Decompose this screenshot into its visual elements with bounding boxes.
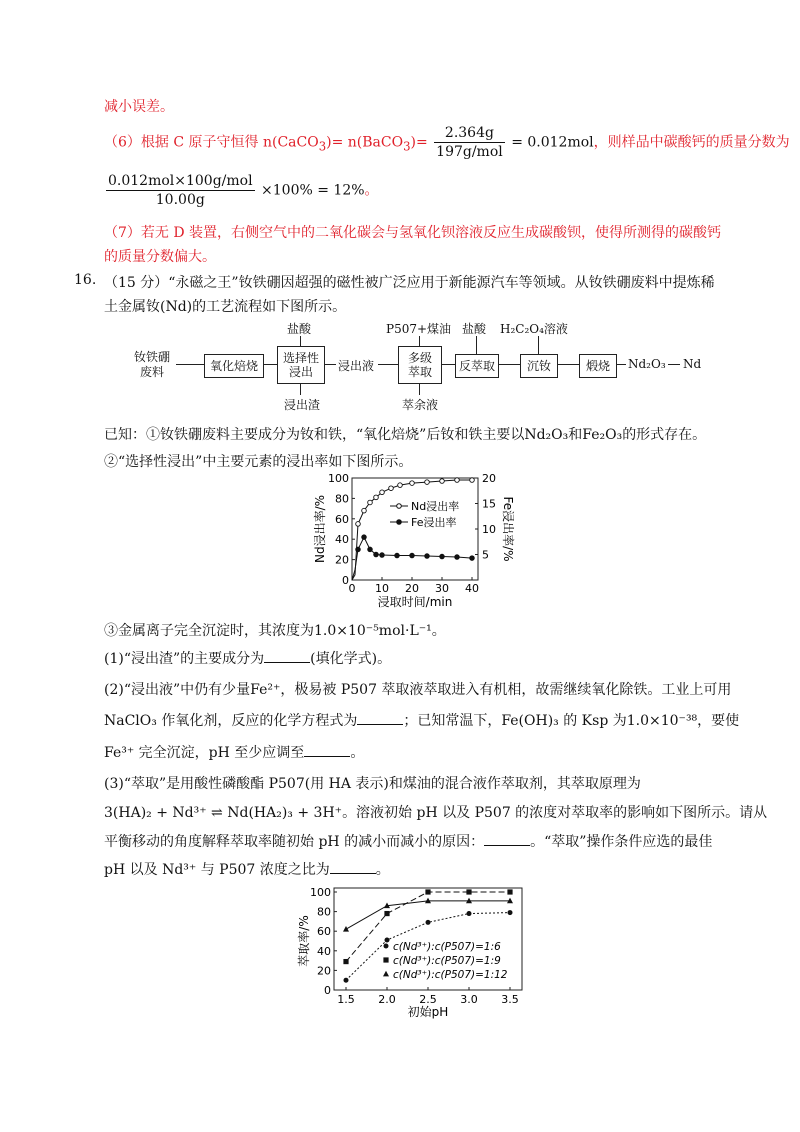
q2-line2-text: NaClO₃ 作氧化剂，反应的化学方程式为 [104, 713, 358, 729]
chart1-xtick-label: 30 [435, 582, 449, 595]
q2-blank-ph[interactable] [304, 744, 350, 757]
chart1-point [380, 553, 385, 558]
answer-q6: （6）根据 C 原子守恒得 n(CaCO$_3$)= n(BaCO$_3$)= $\frac{2.364g}{\text{197g/mol}}$ = 0.012mol，则样品中碳酸钙的质量分数为 [104, 125, 790, 160]
chart2-point [426, 920, 431, 925]
answer-q6-fraction [434, 124, 505, 161]
answer-q6-result: = 0.012mol [511, 134, 594, 151]
flow-output-residue: 浸出渣 [284, 398, 321, 412]
flow-leachate: 浸出液 [338, 359, 375, 373]
chart2-point [467, 911, 472, 916]
flow-input-hcl-2: 盐酸 [462, 322, 487, 336]
chart2-ytick-label: 60 [317, 925, 331, 939]
q3-line3-text: 平衡移动的角度解释萃取率随初始 pH 的减小而减小的原因： [104, 834, 485, 850]
chart1-ytick-left-label: 0 [342, 574, 349, 587]
chart2-legend-label: c(Nd³⁺):c(P507)=1:6 [393, 941, 501, 953]
chart2-xtick-label: 1.5 [337, 993, 355, 1006]
chart1-ytick-left-label: 80 [335, 492, 349, 506]
q3-line1: (3)“萃取”是用酸性磷酸酯 P507(用 HA 表示)和煤油的混合液作萃取剂，其萃取原理为 [104, 776, 641, 792]
chart2-point [385, 938, 390, 943]
q3-blank-reason[interactable] [484, 833, 530, 846]
known-3: ③金属离子完全沉淀时，其浓度为1.0×10⁻⁵mol·L⁻¹。 [104, 623, 446, 639]
chart1-point [455, 555, 460, 560]
chart2-xtick-label: 3.0 [460, 993, 478, 1006]
answer-q6b-end: 。 [364, 182, 379, 199]
chart1-point [380, 490, 385, 495]
question-intro-line2: 土金属钕(Nd)的工艺流程如下图所示。 [104, 299, 347, 315]
chart1-ylabel-right: Fe浸出率/% [501, 496, 515, 562]
answer-q6b-result: ×100% = 12% [261, 182, 365, 199]
flow-box-precipitate-nd: 沉钕 [520, 354, 558, 378]
chart2-legend-label: c(Nd³⁺):c(P507)=1:12 [393, 969, 508, 981]
chart2-ytick-label: 100 [310, 886, 331, 899]
flow-input-hcl-1: 盐酸 [287, 322, 312, 336]
chart1-legend-label: Fe浸出率 [411, 516, 457, 529]
chart1-point [368, 547, 373, 552]
chart1-point [455, 478, 460, 483]
chart1-xtick-label: 20 [405, 582, 419, 595]
answer-q6b-denominator: 10.00g [155, 192, 205, 208]
answer-q6b-fraction [106, 172, 255, 209]
chart1-point [410, 481, 415, 486]
chart2-legend-marker [383, 957, 388, 962]
chart2-series-line [346, 901, 510, 929]
chart1-ytick-left-label: 100 [328, 472, 349, 485]
q2-line3 [104, 742, 364, 762]
chart2-ytick-label: 40 [317, 944, 331, 958]
chart2-point [508, 910, 513, 915]
chart1-point [368, 500, 373, 505]
chart1-ytick-right-label: 10 [482, 523, 496, 536]
q3-blank-ratio[interactable] [330, 861, 376, 874]
chart1-point [356, 522, 361, 527]
chart1-point [440, 554, 445, 559]
q3-line2 [104, 802, 767, 822]
q2-line1: (2)“浸出液”中仍有少量Fe²⁺，极易被 P507 萃取液萃取进入有机相，故需继续氧化除铁。工业上可用 [104, 682, 732, 698]
chart1-xtick-label: 0 [348, 582, 356, 595]
flow-start: 钕铁硼 废料 [134, 350, 171, 379]
flow-box-multistage-extract: 多级 萃取 [398, 346, 442, 384]
leach-rate-chart [312, 468, 515, 616]
chart2-ylabel: 萃取率/% [297, 915, 311, 967]
q3-line3 [104, 831, 712, 851]
chart1-point [374, 495, 379, 500]
known-1-end: 的形式存在。 [622, 427, 707, 443]
q2-line3-end: 。 [350, 745, 365, 761]
chart1-series-line [352, 480, 472, 580]
chart1-point [389, 486, 394, 491]
known-1-fe2o3: Fe₂O₃ [582, 427, 623, 443]
q1 [104, 648, 391, 668]
chart1-point [398, 483, 403, 488]
chart2-xtick-label: 2.5 [419, 993, 437, 1006]
answer-q6-eq: )= [410, 134, 428, 151]
chart2-ytick-label: 0 [324, 984, 331, 997]
q1-text: (1)“浸出渣”的主要成分为 [104, 651, 265, 667]
q3-line2-text: 。溶液初始 pH 以及 P507 的浓度对萃取率的影响如下图所示。请从 [342, 805, 768, 821]
q3-line4 [104, 859, 390, 879]
chart1-point [470, 478, 475, 483]
chart1-xtick-label: 40 [465, 582, 479, 595]
chart1-xlabel: 浸取时间/min [377, 595, 453, 609]
chart2-point [507, 889, 512, 894]
chart2-xtick-label: 3.5 [501, 993, 519, 1006]
chart1-point [425, 554, 430, 559]
chart1-point [362, 535, 367, 540]
chart2-ytick-label: 80 [317, 905, 331, 919]
chart1-legend-marker [397, 504, 402, 509]
q2-line2-ksp: ；已知常温下，Fe(OH)₃ 的 Ksp 为1.0×10⁻³⁸，要使 [403, 713, 740, 729]
chart2-ytick-label: 20 [317, 964, 331, 978]
chart1-point [470, 556, 475, 561]
flow-box-back-extract: 反萃取 [455, 354, 499, 378]
chart1-ytick-left-label: 20 [335, 553, 349, 567]
flow-product-nd: Nd [683, 357, 702, 371]
answer-q6b-numerator: 0.012mol×100g/mol [108, 173, 253, 189]
q3-equilibrium: 3(HA)₂ + Nd³⁺ ⇌ Nd(HA₂)₃ + 3H⁺ [104, 805, 343, 821]
chart1-point [410, 553, 415, 558]
chart2-point [343, 959, 348, 964]
q1-blank[interactable] [264, 650, 310, 663]
known-1-and: 和 [568, 427, 583, 443]
flow-box-calcine: 煅烧 [579, 354, 617, 378]
flow-box-selective-leach: 选择性 浸出 [277, 346, 325, 384]
known-1-nd2o3: Nd₂O₃ [524, 427, 569, 443]
chart1-ytick-right-label: 15 [482, 497, 496, 511]
q2-blank-equation[interactable] [357, 712, 403, 725]
chart2-legend-marker [383, 971, 389, 977]
chart1-ylabel-left: Nd浸出率/% [313, 494, 327, 564]
answer-q7-line1: （7）若无 D 装置，右侧空气中的二氧化碳会与氢氧化钡溶液反应生成碳酸钡，使得所测得的碳酸钙 [104, 225, 722, 241]
q2-line3-text: Fe³⁺ 完全沉淀，pH 至少应调至 [104, 745, 305, 761]
chart2-legend-label: c(Nd³⁺):c(P507)=1:9 [393, 955, 501, 967]
chart1-legend-label: Nd浸出率 [411, 500, 460, 513]
q1-end: (填化学式)。 [310, 651, 392, 667]
chart1-point [374, 552, 379, 557]
chart1-point [425, 480, 430, 485]
q3-line4-text: pH 以及 Nd³⁺ 与 P507 浓度之比为 [104, 862, 330, 878]
chart1-ytick-right-label: 20 [482, 472, 496, 485]
chart2-point [466, 889, 471, 894]
flow-input-oxalic: H₂C₂O₄溶液 [500, 322, 568, 336]
question-number: 16. [74, 272, 97, 288]
answer-q6-suffix: ，则样品中碳酸钙的质量分数为 [593, 134, 790, 151]
chart1-legend-marker [397, 520, 402, 525]
chart1-point [356, 547, 361, 552]
chart2-legend-marker [384, 944, 389, 949]
answer-q6-denominator: 197g/mol [436, 144, 503, 160]
q3-line4-end: 。 [375, 862, 390, 878]
chart2-point [343, 926, 349, 932]
answer-q6b [104, 172, 379, 209]
chart1-xtick-label: 10 [375, 582, 389, 595]
flow-box-oxidize-roast: 氧化焙烧 [204, 354, 264, 378]
chart1-point [440, 479, 445, 484]
chart2-point [344, 978, 349, 983]
chart1-series-line [352, 537, 472, 580]
flow-product-nd2o3: Nd₂O₃ [628, 357, 666, 371]
answer-q7-line2: 的质量分数偏大。 [104, 249, 216, 265]
chart2-xtick-label: 2.0 [378, 993, 396, 1006]
q2-line2 [104, 710, 739, 730]
answer-q6-prefix: （6）根据 C 原子守恒得 n(CaCO [104, 134, 319, 151]
flow-output-raffinate: 萃余液 [402, 398, 439, 412]
answer-reduce-error: 减小误差。 [104, 99, 174, 115]
chart1-frame [352, 478, 478, 580]
known-2: ②“选择性浸出”中主要元素的浸出率如下图所示。 [104, 454, 413, 470]
known-1-text: 已知：①钕铁硼废料主要成分为钕和铁，“氧化焙烧”后钕和铁主要以 [104, 427, 525, 443]
question-intro-line1: （15 分）“永磁之王”钕铁硼因超强的磁性被广泛应用于新能源汽车等领域。从钕铁硼废料中提炼稀 [104, 275, 715, 291]
chart1-point [362, 508, 367, 513]
chart1-point [395, 553, 400, 558]
q3-line3-end: 。“萃取”操作条件应选的最佳 [530, 834, 713, 850]
chart1-ytick-right-label: 5 [482, 548, 489, 562]
answer-q6-numerator: 2.364g [434, 124, 505, 143]
chart1-ytick-left-label: 40 [335, 533, 349, 547]
known-1 [104, 424, 706, 444]
flow-input-p507: P507+煤油 [386, 322, 452, 336]
chart2-point [425, 889, 430, 894]
chart2-point [384, 911, 389, 916]
extraction-rate-chart [296, 880, 524, 1032]
chart2-xlabel: 初始pH [407, 1005, 449, 1019]
answer-q6-mid: )= n(BaCO [326, 134, 404, 151]
chart1-ytick-left-label: 60 [335, 512, 349, 526]
